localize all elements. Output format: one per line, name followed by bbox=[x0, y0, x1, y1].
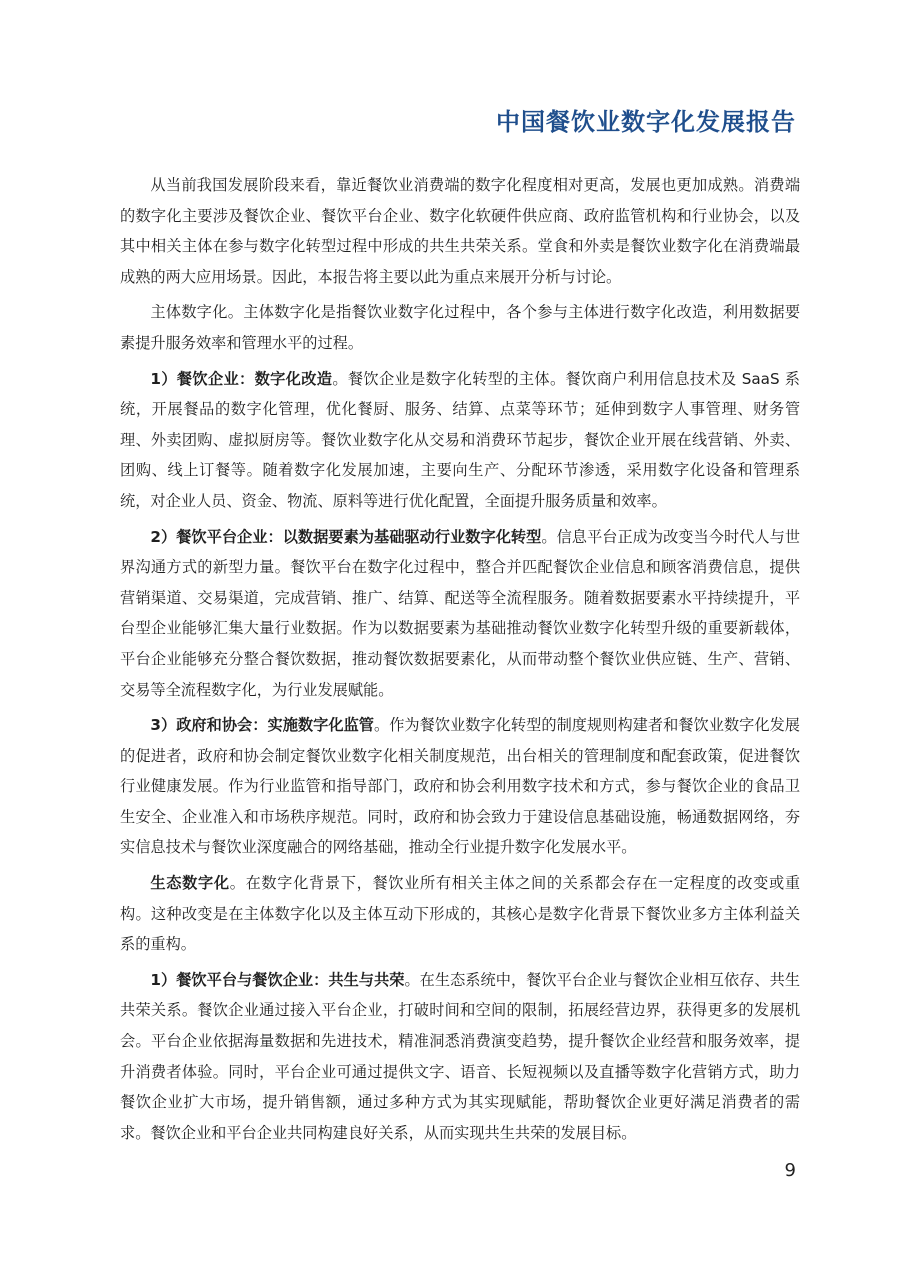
body-text bbox=[120, 170, 800, 1153]
paragraph-lead: 生态数字化 bbox=[150, 874, 230, 893]
paragraph-text: 。在生态系统中，餐饮平台企业与餐饮企业相互依存、共生共荣关系。餐饮企业通过接入平台企业，打破时间和空间的限制，拓展经营边界，获得更多的发展机会。平台企业依据海量数据和先进技术，精准洞悉消费演变趋势，提升餐饮企业经营和服务效率，提升消费者体验。同时，平台企业可通过提供文字、语音、长短视频以及直播等数字化营销方式，助力餐饮企业扩大市场，提升销售额，通过多种方式为其实现赋能，帮助餐饮企业更好满足消费者的需求。餐饮企业和平台企业共同构建良好关系，从而实现共生共荣的发展目标。 bbox=[120, 970, 801, 1142]
paragraph-text: 。在数字化背景下，餐饮业所有相关主体之间的关系都会存在一定程度的改变或重构。这种改变是在主体数字化以及主体互动下形成的，其核心是数字化背景下餐饮业多方主体利益关系的重构。 bbox=[120, 874, 801, 954]
paragraph bbox=[120, 710, 800, 863]
paragraph bbox=[120, 297, 800, 358]
paragraph-lead: 1）餐饮企业：数字化改造 bbox=[150, 369, 333, 388]
paragraph bbox=[120, 522, 800, 706]
paragraph bbox=[120, 170, 800, 292]
paragraph-text: 。作为餐饮业数字化转型的制度规则构建者和餐饮业数字化发展的促进者，政府和协会制定餐饮业数字化相关制度规范，出台相关的管理制度和配套政策，促进餐饮行业健康发展。作为行业监管和指导部门，政府和协会利用数字技术和方式，参与餐饮企业的食品卫生安全、企业准入和市场秩序规范。同时，政府和协会致力于建设信息基础设施，畅通数据网络，夯实信息技术与餐饮业深度融合的网络基础，推动全行业提升数字化发展水平。 bbox=[120, 716, 800, 857]
paragraph bbox=[120, 965, 800, 1149]
paragraph-text: 。餐饮企业是数字化转型的主体。餐饮商户利用信息技术及 SaaS 系统，开展餐品的数字化管理，优化餐厨、服务、结算、点菜等环节；延伸到数字人事管理、财务管理、外卖团购、虚拟厨房等。餐饮业数字化从交易和消费环节起步，餐饮企业开展在线营销、外卖、团购、线上订餐等。随着数字化发展加速，主要向生产、分配环节渗透，采用数字化设备和管理系统，对企业人员、资金、物流、原料等进行优化配置，全面提升服务质量和效率。 bbox=[120, 369, 800, 510]
page-number: 9 bbox=[784, 1160, 796, 1181]
paragraph-lead: 3）政府和协会：实施数字化监管 bbox=[150, 716, 374, 735]
paragraph-lead: 2）餐饮平台企业：以数据要素为基础驱动行业数字化转型 bbox=[150, 527, 542, 546]
report-title: 中国餐饮业数字化发展报告 bbox=[496, 108, 796, 136]
paragraph-lead: 1）餐饮平台与餐饮企业：共生与共荣 bbox=[150, 970, 405, 989]
paragraph-text: 。信息平台正成为改变当今时代人与世界沟通方式的新型力量。餐饮平台在数字化过程中，整合并匹配餐饮企业信息和顾客消费信息，提供营销渠道、交易渠道，完成营销、推广、结算、配送等全流程服务。随着数据要素水平持续提升，平台型企业能够汇集大量行业数据。作为以数据要素为基础推动餐饮业数字化转型升级的重要新载体，平台企业能够充分整合餐饮数据，推动餐饮数据要素化，从而带动整个餐饮业供应链、生产、营销、交易等全流程数字化，为行业发展赋能。 bbox=[120, 527, 801, 699]
paragraph-text: 从当前我国发展阶段来看，靠近餐饮业消费端的数字化程度相对更高，发展也更加成熟。消费端的数字化主要涉及餐饮企业、餐饮平台企业、数字化软硬件供应商、政府监管机构和行业协会，以及其中相关主体在参与数字化转型过程中形成的共生共荣关系。堂食和外卖是餐饮业数字化在消费端最成熟的两大应用场景。因此，本报告将主要以此为重点来展开分析与讨论。 bbox=[120, 176, 800, 286]
paragraph bbox=[120, 868, 800, 960]
paragraph bbox=[120, 364, 800, 517]
paragraph-text: 主体数字化。主体数字化是指餐饮业数字化过程中，各个参与主体进行数字化改造，利用数据要素提升服务效率和管理水平的过程。 bbox=[120, 303, 800, 352]
